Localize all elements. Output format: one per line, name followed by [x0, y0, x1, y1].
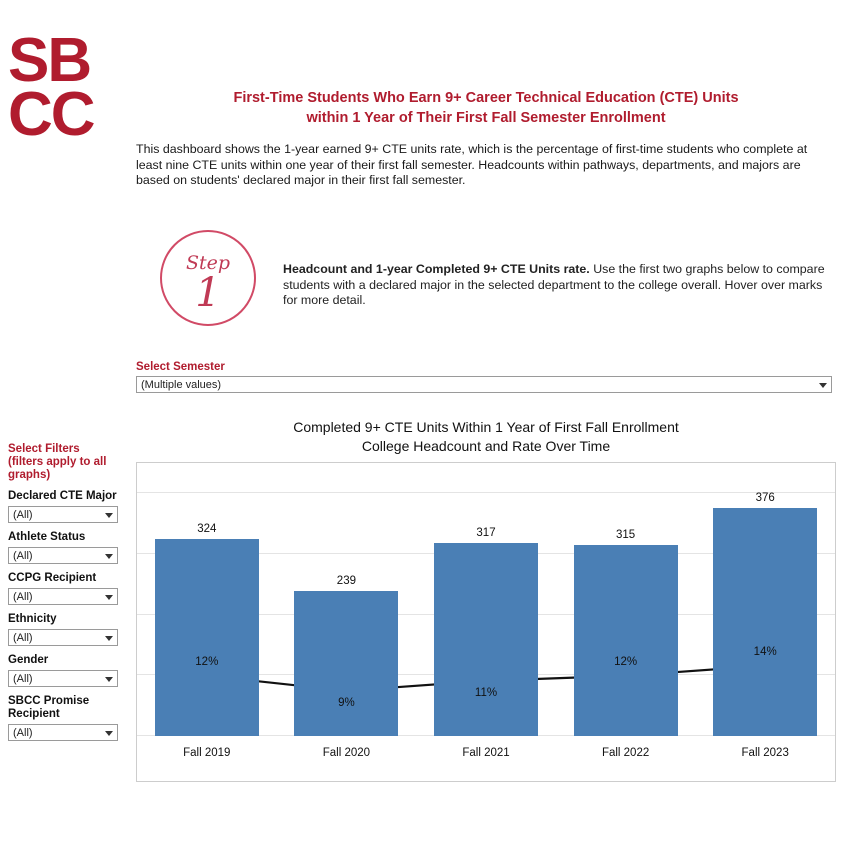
chart-plot-area — [136, 462, 836, 782]
bar-fall-2019[interactable] — [155, 539, 259, 736]
filter-label: CCPG Recipient — [8, 572, 97, 584]
bar-value-label: 324 — [197, 523, 217, 536]
chevron-down-icon — [105, 513, 113, 518]
filter-select-value: (All) — [13, 727, 33, 739]
page-title-line-2: within 1 Year of Their First Fall Semester Enrollment — [306, 110, 666, 126]
dashboard-header — [136, 88, 836, 189]
rate-value-label: 14% — [753, 645, 777, 658]
semester-filter — [136, 361, 832, 393]
rate-value-label: 12% — [614, 655, 638, 668]
chart-title — [136, 418, 836, 456]
bar-fall-2023[interactable] — [713, 508, 817, 736]
filters-panel — [8, 443, 128, 749]
page-title-line-1: First-Time Students Who Earn 9+ Career Technical Education (CTE) Units — [233, 90, 739, 106]
chevron-down-icon — [105, 677, 113, 682]
chart-canvas — [137, 463, 835, 781]
filter-select-value: (All) — [13, 591, 33, 603]
filter-select-value: (All) — [13, 550, 33, 562]
step-badge-word: Step — [185, 252, 231, 274]
filter-select-value: (All) — [13, 632, 33, 644]
filter-label: Gender — [8, 654, 49, 666]
chevron-down-icon — [105, 731, 113, 736]
semester-select[interactable] — [136, 376, 832, 393]
filters-heading-line-3: graphs) — [8, 469, 51, 481]
filter-gender — [8, 654, 128, 687]
step-1-instructions — [283, 262, 828, 309]
filter-select[interactable] — [8, 724, 118, 741]
dashboard-description: This dashboard shows the 1-year earned 9+ CTE units rate, which is the percentage of first-time students who complete at least nine CTE units within one year of their first fall semester. Headcounts within pathways, departments, and majors are based on students' declared major in their first fall semester. — [136, 142, 808, 187]
x-axis-label: Fall 2022 — [601, 747, 650, 759]
rate-value-label: 9% — [338, 696, 355, 709]
chevron-down-icon — [105, 636, 113, 641]
filter-select[interactable] — [8, 588, 118, 605]
step-1-badge — [160, 230, 256, 326]
bar-value-label: 376 — [755, 491, 775, 504]
logo-line-2: CC — [8, 80, 94, 149]
filter-label: Declared CTE Major — [8, 490, 117, 502]
semester-select-value: (Multiple values) — [141, 379, 222, 391]
filter-declared-cte-major — [8, 490, 128, 523]
chevron-down-icon — [819, 383, 827, 388]
rate-value-label: 11% — [474, 686, 498, 699]
chevron-down-icon — [105, 595, 113, 600]
filter-select-value: (All) — [13, 509, 33, 521]
filter-select-value: (All) — [13, 673, 33, 685]
step-badge-number: 1 — [195, 270, 221, 316]
filters-heading-line-2: (filters apply to all — [8, 456, 107, 468]
rate-value-label: 12% — [195, 655, 219, 668]
x-axis-label: Fall 2019 — [183, 747, 231, 759]
sbcc-logo — [8, 26, 128, 164]
filters-heading-line-1: Select Filters — [8, 443, 80, 455]
bar-fall-2022[interactable] — [574, 545, 678, 736]
filter-label: SBCC Promise Recipient — [8, 695, 90, 720]
step-1-lead: Headcount and 1-year Completed 9+ CTE Units rate. — [283, 262, 590, 276]
x-axis-label: Fall 2023 — [741, 747, 789, 759]
x-axis-label: Fall 2020 — [322, 747, 371, 759]
filters-heading — [8, 443, 128, 482]
bar-value-label: 317 — [476, 527, 496, 540]
bar-fall-2021[interactable] — [434, 543, 538, 736]
filter-select[interactable] — [8, 629, 118, 646]
filter-select[interactable] — [8, 547, 118, 564]
chart-panel — [136, 418, 836, 788]
chart-subtitle-line: College Headcount and Rate Over Time — [361, 438, 611, 454]
bar-value-label: 239 — [336, 574, 356, 587]
semester-label: Select Semester — [136, 361, 225, 373]
filter-ethnicity — [8, 613, 128, 646]
filter-label: Athlete Status — [8, 531, 86, 543]
step-1-body: Use the first two graphs below to compare students with a declared major in the selected department to the college overall. Hover over marks for more detail. — [283, 262, 825, 307]
chart-title-line: Completed 9+ CTE Units Within 1 Year of First Fall Enrollment — [293, 419, 679, 435]
x-axis-label: Fall 2021 — [462, 747, 510, 759]
chevron-down-icon — [105, 554, 113, 559]
filter-select[interactable] — [8, 506, 118, 523]
filter-sbcc-promise-recipient — [8, 695, 128, 741]
filter-label: Ethnicity — [8, 613, 57, 625]
filter-select[interactable] — [8, 670, 118, 687]
bar-value-label: 315 — [616, 528, 636, 541]
filter-ccpg-recipient — [8, 572, 128, 605]
page-title — [136, 88, 836, 128]
filter-athlete-status — [8, 531, 128, 564]
bar-fall-2020[interactable] — [294, 591, 398, 736]
logo-line-1: SB — [8, 26, 91, 95]
